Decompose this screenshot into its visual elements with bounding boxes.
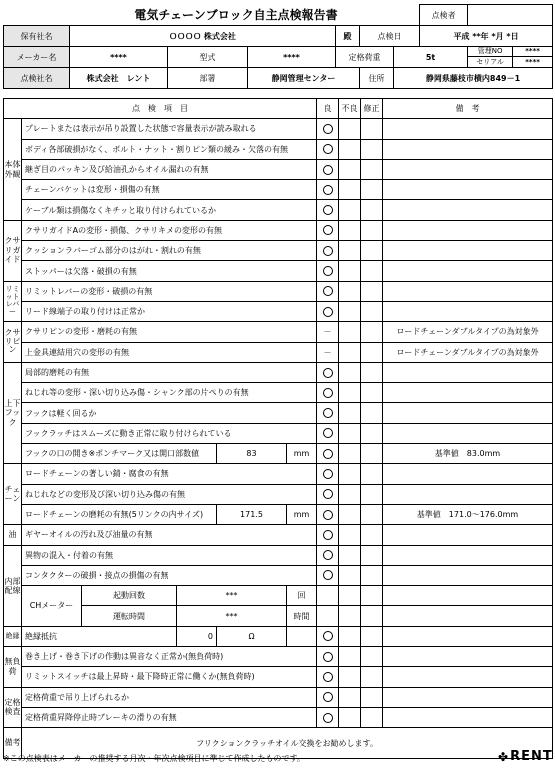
category-limit: リミットレバー [4, 281, 22, 322]
inspect-company-label: 点検社名 [4, 68, 70, 89]
report-title: 電気チェーンブロック自主点検報告書 [134, 8, 338, 22]
item-label: ギヤーオイルの汚れ及び油量の有無 [22, 525, 317, 545]
maker-label: メーカー名 [4, 47, 70, 68]
item-label: ロードチェーンの著しい錆・腐食の有無 [22, 464, 317, 484]
check-fix[interactable] [361, 464, 383, 484]
rent-logo [498, 749, 553, 764]
customer-label: 保有社名 [4, 26, 70, 47]
check-good[interactable]: － [317, 342, 339, 362]
chain-wear-unit: mm [287, 504, 317, 524]
note-cell [383, 200, 553, 220]
item-label: フックラッチはスムーズに動き正常に取り付けられている [22, 423, 317, 443]
item-label: 上金具連結用穴の変形の有無 [22, 342, 317, 362]
note-cell [383, 139, 553, 159]
start-count-value[interactable]: *** [177, 586, 287, 606]
check-bad[interactable] [339, 241, 361, 261]
check-fix[interactable] [361, 586, 383, 606]
check-fix[interactable] [361, 159, 383, 179]
check-good[interactable] [317, 281, 339, 301]
item-label: ストッパーは欠落・破損の有無 [22, 261, 317, 281]
check-fix[interactable] [361, 342, 383, 362]
inspector-value [468, 5, 553, 26]
col-fix-header: 修正 [361, 99, 383, 119]
item-label: 継ぎ目のパッキン及び給油孔からオイル漏れの有無 [22, 159, 317, 179]
check-fix[interactable] [361, 261, 383, 281]
note-cell [383, 362, 553, 382]
check-fix[interactable] [361, 200, 383, 220]
item-label: リミットレバーの変形・破損の有無 [22, 281, 317, 301]
check-bad[interactable] [339, 139, 361, 159]
check-good[interactable] [317, 423, 339, 443]
check-good[interactable] [317, 687, 339, 707]
check-fix[interactable] [361, 423, 383, 443]
check-bad[interactable] [339, 647, 361, 667]
item-label: 巻き上げ・巻き下げの作動は異音なく正常か(無負荷時) [22, 647, 317, 667]
check-good[interactable] [317, 403, 339, 423]
check-fix[interactable] [361, 545, 383, 565]
category-guide: クサリガイド [4, 220, 22, 281]
item-label: ボディ各部破損がなく、ボルト・ナット・割りピン類の緩み・欠落の有無 [22, 139, 317, 159]
check-bad[interactable] [339, 545, 361, 565]
check-bad[interactable] [339, 200, 361, 220]
note-cell [383, 241, 553, 261]
rated-load-label: 定格荷重 [336, 47, 394, 68]
category-pin: クサリピン [4, 322, 22, 363]
check-fix[interactable] [361, 383, 383, 403]
check-good[interactable] [317, 667, 339, 687]
item-label: リミットスイッチは最上昇時・最下降時正常に働くか(無負荷時) [22, 667, 317, 687]
check-bad[interactable] [339, 484, 361, 504]
check-good[interactable] [317, 119, 339, 139]
check-bad[interactable] [339, 444, 361, 464]
start-count-unit: 回 [287, 586, 317, 606]
check-bad[interactable] [339, 342, 361, 362]
check-bad[interactable] [339, 383, 361, 403]
note-cell: 基準値 171.0～176.0mm [383, 504, 553, 524]
item-label: 定格荷重で吊り上げられるか [22, 687, 317, 707]
inspect-company-value: 株式会社 レント [70, 68, 168, 89]
footer-note: ※この点検表はメーカーの推奨する月次・年次点検項目に準じて作成したものです。 [3, 754, 305, 763]
note-cell [383, 586, 553, 606]
check-bad[interactable] [339, 403, 361, 423]
check-fix[interactable] [361, 139, 383, 159]
check-good[interactable] [317, 383, 339, 403]
check-bad[interactable] [339, 261, 361, 281]
date-value: 平成 **年 *月 *日 [420, 26, 553, 47]
note-cell [383, 484, 553, 504]
check-good[interactable] [317, 484, 339, 504]
check-fix[interactable] [361, 220, 383, 240]
check-bad[interactable] [339, 159, 361, 179]
honorific: 殿 [336, 26, 360, 47]
item-label: クサリピンの変形・磨耗の有無 [22, 322, 317, 342]
check-good[interactable] [317, 180, 339, 200]
mgmt-no-value: **** [513, 47, 552, 57]
note-cell [383, 220, 553, 240]
check-bad[interactable] [339, 606, 361, 626]
check-fix[interactable] [361, 119, 383, 139]
serial-label: セリアル [476, 58, 504, 66]
check-good[interactable] [317, 220, 339, 240]
ch-meter-label: CHメーター [22, 586, 82, 627]
check-good[interactable] [317, 626, 339, 646]
check-fix[interactable] [361, 667, 383, 687]
check-fix[interactable] [361, 362, 383, 382]
category-note: 備考 [4, 728, 22, 759]
check-bad[interactable] [339, 119, 361, 139]
item-label: 定格荷重昇降停止時ブレーキの滑りの有無 [22, 707, 317, 727]
check-fix[interactable] [361, 565, 383, 585]
note-cell [383, 667, 553, 687]
note-cell [383, 159, 553, 179]
hook-open-value[interactable]: 83 [217, 444, 287, 464]
item-label: プレートまたは表示が吊り設置した状態で容量表示が読み取れる [22, 119, 317, 139]
check-good[interactable] [317, 525, 339, 545]
check-bad[interactable] [339, 565, 361, 585]
customer-name: ＯＯＯＯ 株式会社 [70, 26, 336, 47]
item-label: 異物の混入・付着の有無 [22, 545, 317, 565]
check-good[interactable] [317, 464, 339, 484]
col-bad-header: 不良 [339, 99, 361, 119]
check-fix[interactable] [361, 626, 383, 646]
item-label: リード線端子の取り付けは正常か [22, 301, 317, 321]
note-cell [383, 687, 553, 707]
check-fix[interactable] [361, 180, 383, 200]
note-cell [383, 301, 553, 321]
item-label: クッションラバーゴム部分のはがれ・割れの有無 [22, 241, 317, 261]
item-label: ロードチェーンの磨耗の有無(5リンクの内サイズ) [22, 504, 217, 524]
item-label: ねじれ等の変形・深い切り込み傷・シャンク部の片ぺりの有無 [22, 383, 317, 403]
note-cell [383, 606, 553, 626]
check-fix[interactable] [361, 707, 383, 727]
mgmt-no-label: 管理NO [468, 47, 512, 57]
model-label: 型式 [168, 47, 248, 68]
check-fix[interactable] [361, 444, 383, 464]
check-fix[interactable] [361, 687, 383, 707]
check-bad[interactable] [339, 362, 361, 382]
check-good[interactable] [317, 545, 339, 565]
insulation-value[interactable]: 0 [177, 626, 217, 646]
chain-wear-value[interactable]: 171.5 [217, 504, 287, 524]
check-good[interactable] [317, 707, 339, 727]
check-bad[interactable] [339, 281, 361, 301]
note-cell [383, 464, 553, 484]
check-bad[interactable] [339, 687, 361, 707]
note-cell [383, 647, 553, 667]
note-cell [383, 261, 553, 281]
category-hook: 上下フック [4, 362, 22, 463]
category-oil: 油 [4, 525, 22, 545]
category-wiring: 内部配線 [4, 545, 22, 626]
check-good[interactable] [317, 606, 339, 626]
item-label: ケーブル類は損傷なくキチッと取り付けられているか [22, 200, 317, 220]
dept-label: 部署 [168, 68, 248, 89]
maker-value: **** [70, 47, 168, 68]
serial-value: **** [525, 58, 540, 66]
check-fix[interactable] [361, 301, 383, 321]
check-bad[interactable] [339, 322, 361, 342]
check-good[interactable] [317, 261, 339, 281]
check-bad[interactable] [339, 626, 361, 646]
item-label: クサリガイドAの変形・損傷、クサリキメの変形の有無 [22, 220, 317, 240]
note-cell [383, 707, 553, 727]
check-good[interactable] [317, 647, 339, 667]
note-cell [383, 525, 553, 545]
check-bad[interactable] [339, 464, 361, 484]
note-cell: 基準値 83.0mm [383, 444, 553, 464]
check-fix[interactable] [361, 606, 383, 626]
note-cell [383, 403, 553, 423]
category-insulation: 絶縁 [4, 626, 22, 646]
check-good[interactable] [317, 586, 339, 606]
note-cell: ロードチェーンダブルタイプの為対象外 [383, 322, 553, 342]
model-value: **** [248, 47, 336, 68]
remark-text: フリクションクラッチオイル交換をお勧めします。 [22, 728, 553, 759]
item-label: 局部的磨耗の有無 [22, 362, 317, 382]
check-fix[interactable] [361, 484, 383, 504]
item-label: フックの口の開き※ポンチマーク又は開口部数値 [22, 444, 217, 464]
item-label: 絶縁抵抗 [22, 626, 177, 646]
note-cell [383, 626, 553, 646]
dept-value: 静岡管理センター [248, 68, 360, 89]
check-bad[interactable] [339, 423, 361, 443]
category-noload: 無負荷 [4, 647, 22, 688]
check-fix[interactable] [361, 281, 383, 301]
run-time-label: 運転時間 [82, 606, 177, 626]
address-label: 住所 [360, 68, 394, 89]
note-cell [383, 383, 553, 403]
check-fix[interactable] [361, 504, 383, 524]
item-label: コンタクターの破損・接点の損傷の有無 [22, 565, 317, 585]
run-time-unit: 時間 [287, 606, 317, 626]
check-good[interactable] [317, 159, 339, 179]
header-info-table [3, 4, 553, 89]
check-good[interactable]: － [317, 322, 339, 342]
item-label: フックは軽く回るか [22, 403, 317, 423]
category-body: 本体外観 [4, 119, 22, 220]
note-cell [383, 119, 553, 139]
check-bad[interactable] [339, 301, 361, 321]
logo-text: RENT [510, 749, 553, 764]
col-good-header: 良 [317, 99, 339, 119]
check-good[interactable] [317, 139, 339, 159]
blank-cell [287, 626, 317, 646]
check-bad[interactable] [339, 180, 361, 200]
col-note-header: 備 考 [383, 99, 553, 119]
run-time-value[interactable]: *** [177, 606, 287, 626]
check-good[interactable] [317, 241, 339, 261]
start-count-label: 起動回数 [82, 586, 177, 606]
check-good[interactable] [317, 504, 339, 524]
check-bad[interactable] [339, 707, 361, 727]
address-value: 静岡県藤枝市横内849－1 [394, 68, 553, 89]
category-chain: チェーン [4, 464, 22, 525]
item-label: ねじれなどの変形及び深い切り込み傷の有無 [22, 484, 317, 504]
hook-open-unit: mm [287, 444, 317, 464]
note-cell [383, 545, 553, 565]
item-label: チェーンバケットは変形・損傷の有無 [22, 180, 317, 200]
check-fix[interactable] [361, 241, 383, 261]
note-cell [383, 423, 553, 443]
rated-load-value: 5t [394, 47, 468, 68]
check-bad[interactable] [339, 220, 361, 240]
category-rated: 定格検査 [4, 687, 22, 728]
check-fix[interactable] [361, 322, 383, 342]
check-good[interactable] [317, 301, 339, 321]
note-cell [383, 180, 553, 200]
check-bad[interactable] [339, 667, 361, 687]
check-bad[interactable] [339, 525, 361, 545]
inspection-table [3, 98, 553, 759]
note-cell: ロードチェーンダブルタイプの為対象外 [383, 342, 553, 362]
col-item-header: 点 検 項 目 [4, 99, 317, 119]
check-bad[interactable] [339, 586, 361, 606]
check-fix[interactable] [361, 525, 383, 545]
note-cell [383, 565, 553, 585]
check-good[interactable] [317, 444, 339, 464]
insulation-unit: Ω [217, 626, 287, 646]
inspector-label: 点検者 [420, 5, 468, 26]
note-cell [383, 281, 553, 301]
clover-icon: ✤ [498, 749, 509, 764]
check-good[interactable] [317, 565, 339, 585]
date-label: 点検日 [360, 26, 420, 47]
check-fix[interactable] [361, 403, 383, 423]
check-good[interactable] [317, 362, 339, 382]
check-bad[interactable] [339, 504, 361, 524]
check-good[interactable] [317, 200, 339, 220]
check-fix[interactable] [361, 647, 383, 667]
